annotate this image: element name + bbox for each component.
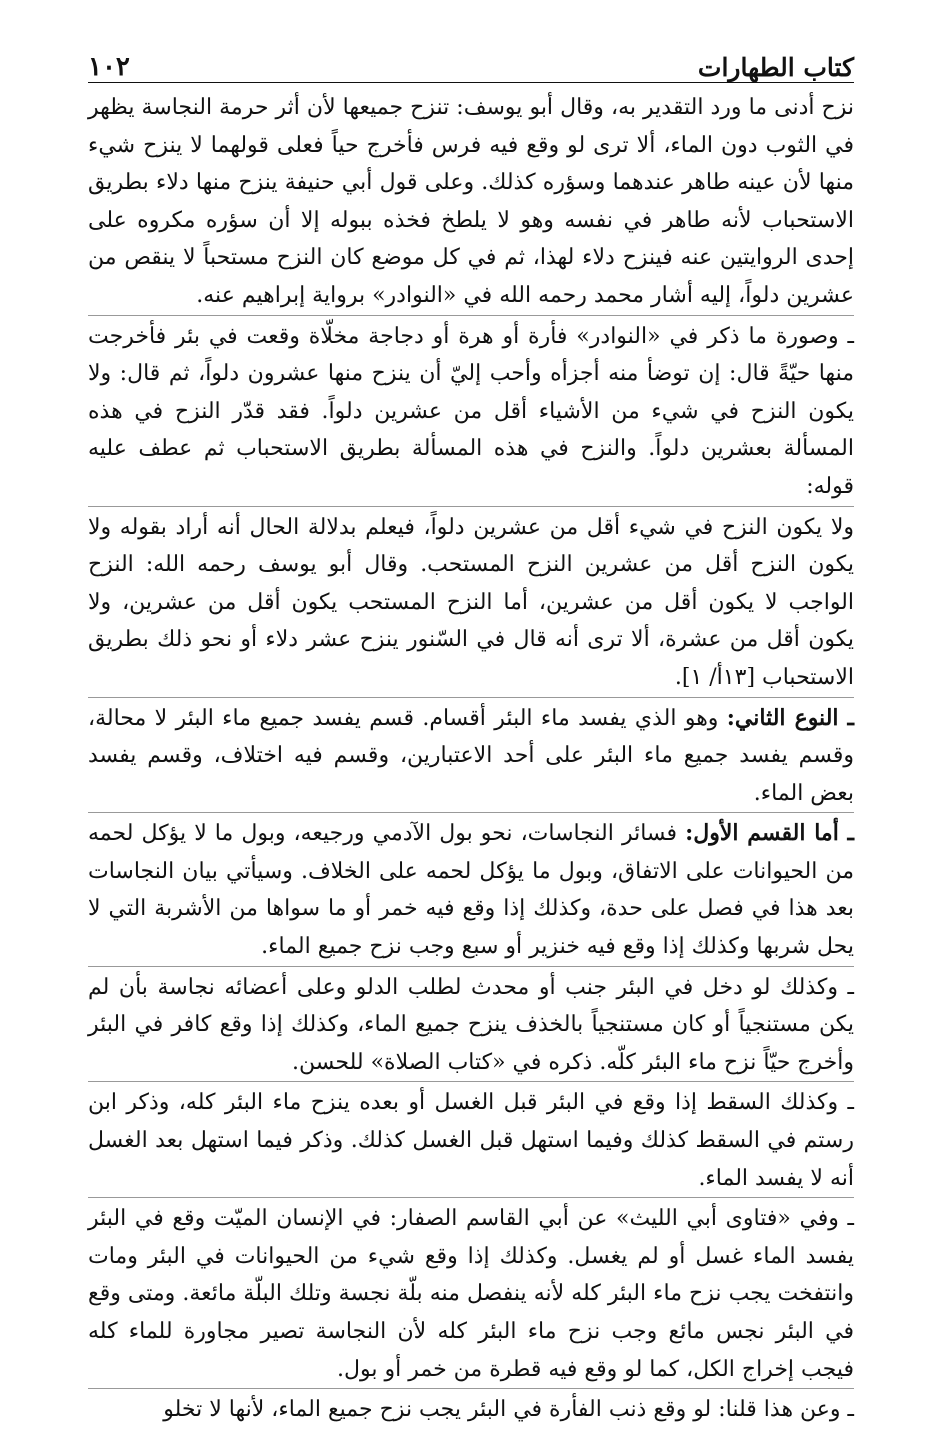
paragraph-text: نزح أدنى ما ورد التقدير به، وقال أبو يوسف: تنزح جميعها لأن أثر حرمة النجاسة يظهر في الثوب دون الماء، ألا ترى لو وقع فيه فرس فأخرج حياً فعلى قولهما لا ينزح شيء منها لأن عينه طاهر عندهما وسؤره كذلك. وعلى قول أبي حنيفة ينزح منها دلاء بطريق الاستحباب لأنه طاهر في نفسه وهو لا يلطخ فخذه ببوله إلا أن سؤره مكروه على إحدى الروايتين عنه فينزح دلاء لهذا، ثم في كل موضع كان النزح مستحباً لا ينقص من عشرين دلواً، إليه أشار محمد رحمه الله في «النوادر» برواية إبراهيم عنه. [88, 95, 854, 308]
paragraph [88, 1388, 854, 1429]
paragraph-text: ـ وعن هذا قلنا: لو وقع ذنب الفأرة في البئر يجب نزح جميع الماء، لأنها لا تخلو [163, 1397, 854, 1423]
paragraph [88, 315, 854, 506]
paragraph [88, 697, 854, 813]
paragraph [88, 1197, 854, 1388]
page-body [88, 89, 854, 1429]
section-heading: ـ النوع الثاني: [726, 704, 854, 731]
paragraph-text: ولا يكون النزح في شيء أقل من عشرين دلواً، فيعلم بدلالة الحال أنه أراد بقوله ولا يكون النزح أقل من عشرين النزح المستحب. وقال أبو يوسف رحمه الله: النزح الواجب لا يكون أقل من عشرين، أما النزح المستحب يكون أقل من عشرين، ولا يكون أقل من عشرة، ألا ترى أنه قال في السّنور ينزح عشر دلاء أو نحو ذلك بطريق الاستحباب [١٣أ/ ١]. [88, 514, 854, 690]
paragraph [88, 506, 854, 697]
section-heading: ـ أما القسم الأول: [685, 820, 855, 847]
paragraph-text: وهو الذي يفسد ماء البئر أقسام. قسم يفسد جميع ماء البئر لا محالة، وقسم يفسد جميع ماء البئر على أحد الاعتبارين، وقسم فيه اختلاف، وقسم يفسد بعض الماء. [88, 705, 854, 806]
paragraph [88, 812, 854, 965]
paragraph-text: ـ وكذلك لو دخل في البئر جنب أو محدث لطلب الدلو وعلى أعضائه نجاسة بأن لم يكن مستنجياً أو كان مستنجياً بالخذف ينزح جميع الماء، وكذلك إذا وقع كافر في البئر وأخرج حيّاً نزح ماء البئر كلّه. ذكره في «كتاب الصلاة» للحسن. [88, 974, 854, 1075]
chapter-title: كتاب الطهارات [697, 53, 854, 82]
paragraph-text: ـ وكذلك السقط إذا وقع في البئر قبل الغسل أو بعده ينزح ماء البئر كله، وذكر ابن رستم في السقط كذلك وفيما استهل قبل الغسل كذلك. وذكر فيما استهل بعد الغسل أنه لا يفسد الماء. [88, 1090, 854, 1191]
running-header [88, 38, 854, 83]
paragraph-text: فسائر النجاسات، نحو بول الآدمي ورجيعه، وبول ما لا يؤكل لحمه من الحيوانات على الاتفاق، وبول ما يؤكل لحمه على الخلاف. وسيأتي بيان النجاسات بعد هذا في فصل على حدة، وكذلك إذا وقع فيه خمر أو ما سواها من الأشربة التي لا يحل شربها وكذلك إذا وقع فيه خنزير أو سبع وجب نزح جميع الماء. [88, 821, 854, 960]
paragraph [88, 89, 854, 315]
paragraph [88, 966, 854, 1082]
paragraph-text: ـ وفي «فتاوى أبي الليث» عن أبي القاسم الصفار: في الإنسان الميّت وقع في البئر يفسد الماء غسل أو لم يغسل. وكذلك إذا وقع شيء من الحيوانات في البئر ومات وانتفخت يجب نزح ماء البئر كله لأنه ينفصل منه بلّة نجسة وتلك البلّة مائعة. ومتى وقع في البئر نجس مائع وجب نزح ماء البئر كله لأن النجاسة تصير مجاورة للماء كله فيجب إخراج الكل، كما لو وقع فيه قطرة من خمر أو بول. [88, 1206, 854, 1382]
paragraph [88, 1081, 854, 1197]
paragraph-text: ـ وصورة ما ذكر في «النوادر» فأرة أو هرة أو دجاجة مخلّاة وقعت في بئر فأخرجت منها حيّةً قال: إن توضأ منه أجزأه وأحب إليّ أن ينزح منها عشرون دلواً، ثم قال: ولا يكون النزح في شيء من الأشياء أقل من عشرين دلواً. فقد قدّر النزح في هذه المسألة بعشرين دلواً. والنزح في هذه المسألة بطريق الاستحباب ثم عطف عليه قوله: [88, 323, 854, 499]
page-number: ١٠٢ [88, 52, 130, 82]
